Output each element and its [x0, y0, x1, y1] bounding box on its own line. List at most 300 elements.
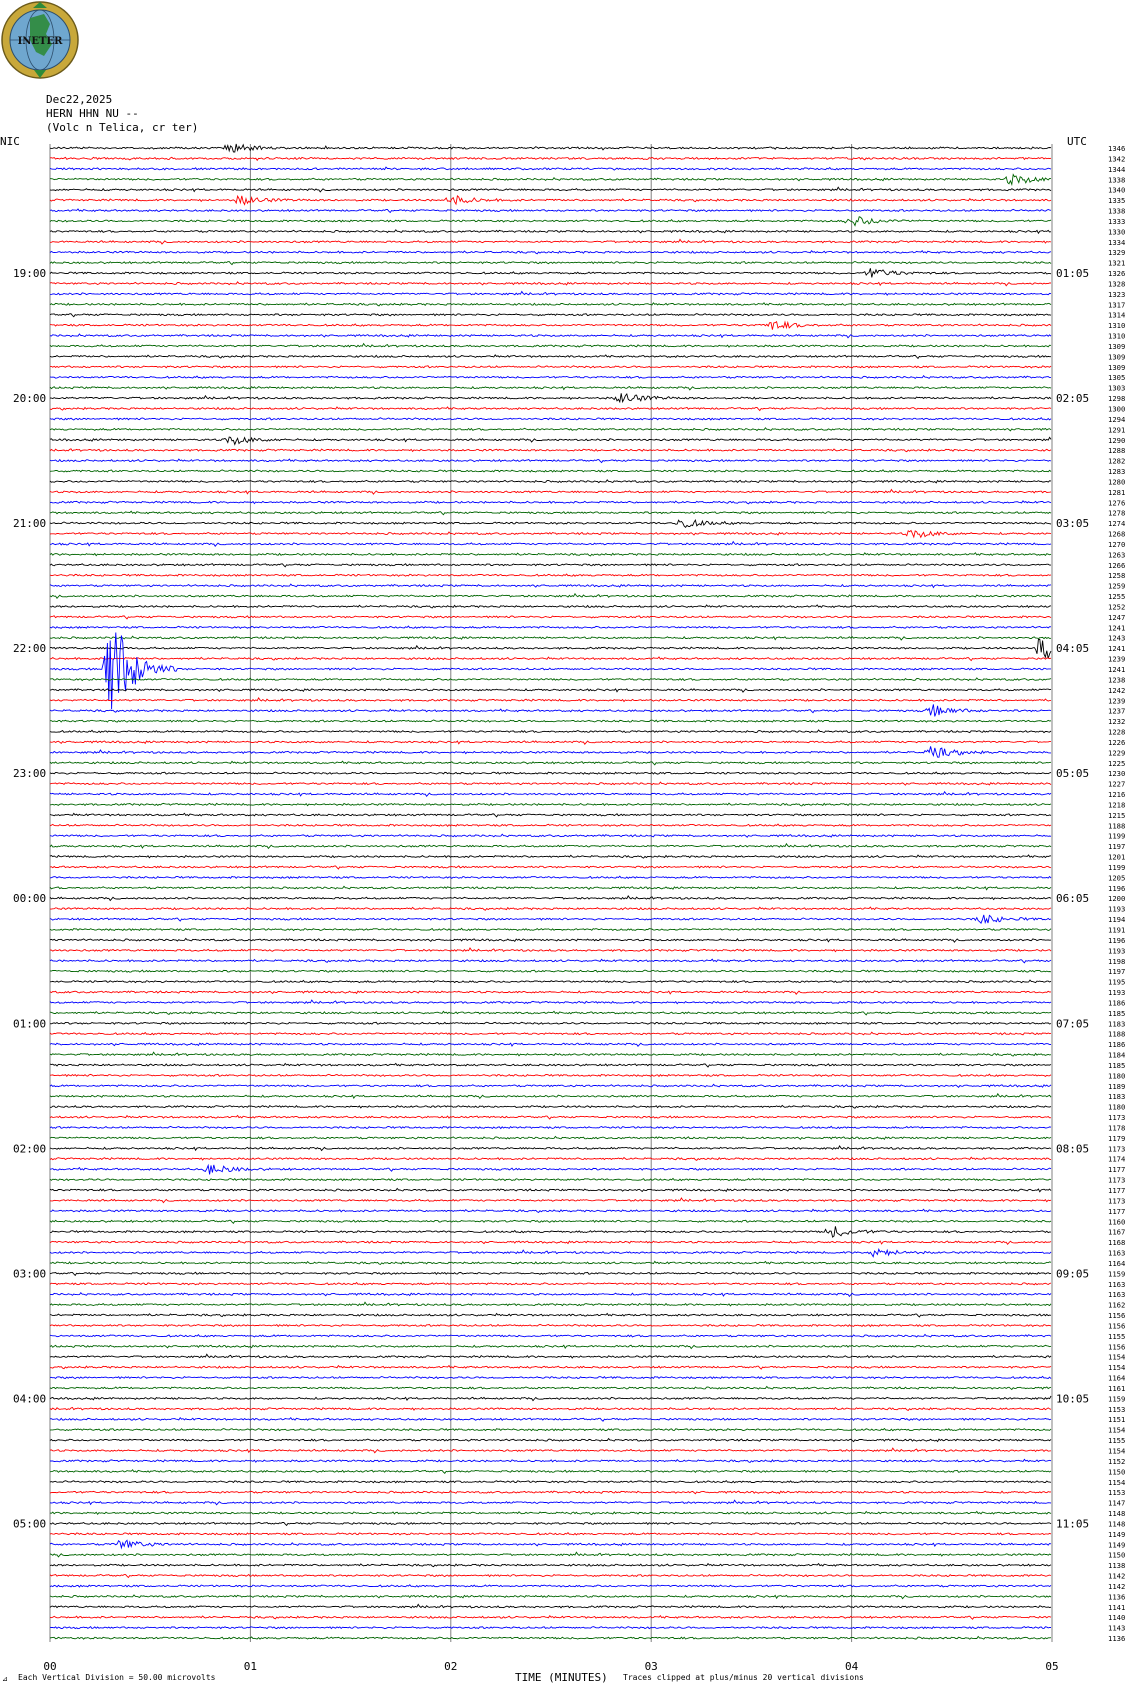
- trace-line: [50, 196, 1051, 205]
- trace-level-label: 1290: [1108, 435, 1126, 445]
- trace-line: [50, 1354, 1051, 1358]
- x-tick-label: 05: [1045, 1660, 1059, 1673]
- trace-line: [50, 792, 1051, 797]
- right-hour-label: 05:05: [1056, 767, 1090, 781]
- trace-line: [50, 1585, 1051, 1587]
- trace-level-label: 1298: [1108, 394, 1126, 404]
- trace-line: [50, 1491, 1051, 1494]
- trace-level-label: 1201: [1108, 852, 1126, 862]
- trace-line: [50, 1249, 1051, 1256]
- trace-level-label: 1173: [1108, 1175, 1126, 1185]
- trace-line: [50, 741, 1051, 744]
- right-hour-label: 01:05: [1056, 267, 1090, 281]
- trace-line: [50, 1334, 1051, 1337]
- trace-level-label: 1281: [1108, 487, 1126, 497]
- trace-line: [50, 334, 1051, 338]
- trace-line: [50, 1637, 1051, 1640]
- trace-line: [50, 844, 1051, 849]
- trace-line: [50, 761, 1051, 765]
- trace-level-label: 1150: [1108, 1467, 1126, 1477]
- trace-line: [50, 633, 1051, 710]
- left-hour-label: 20:00: [13, 392, 47, 406]
- trace-line: [50, 437, 1051, 444]
- trace-line: [50, 1146, 1051, 1151]
- trace-level-label: 1188: [1108, 1029, 1126, 1039]
- trace-line: [50, 542, 1051, 547]
- x-tick-label: 02: [444, 1660, 458, 1673]
- trace-level-label: 1323: [1108, 289, 1126, 299]
- trace-level-label: 1138: [1108, 1561, 1126, 1571]
- trace-line: [50, 1470, 1051, 1474]
- left-hour-label: 03:00: [13, 1267, 47, 1281]
- trace-line: [50, 886, 1051, 889]
- trace-line: [50, 1407, 1051, 1410]
- trace-level-label: 1268: [1108, 529, 1126, 539]
- trace-line: [50, 157, 1051, 160]
- x-axis-label: TIME (MINUTES): [515, 1671, 608, 1684]
- trace-level-label: 1177: [1108, 1165, 1126, 1175]
- trace-level-label: 1255: [1108, 592, 1126, 602]
- left-hour-label: 05:00: [13, 1517, 47, 1531]
- left-hour-label: 00:00: [13, 892, 47, 906]
- trace-level-label: 1183: [1108, 1092, 1126, 1102]
- trace-line: [50, 1105, 1051, 1108]
- trace-line: [50, 782, 1051, 785]
- trace-line: [50, 928, 1051, 930]
- trace-line: [50, 1627, 1051, 1629]
- trace-line: [50, 553, 1051, 556]
- trace-level-label: 1159: [1108, 1269, 1126, 1279]
- trace-line: [50, 1293, 1051, 1297]
- trace-line: [50, 1459, 1051, 1462]
- trace-level-label: 1149: [1108, 1529, 1126, 1539]
- logo-text: INETER: [17, 36, 63, 47]
- trace-line: [50, 1366, 1051, 1370]
- trace-level-label: 1270: [1108, 539, 1126, 549]
- trace-line: [50, 1283, 1051, 1285]
- trace-level-label: 1197: [1108, 842, 1126, 852]
- trace-level-label: 1159: [1108, 1394, 1126, 1404]
- vertical-division-note: Each Vertical Division = 50.00 microvolts: [18, 1673, 216, 1682]
- trace-level-label: 1198: [1108, 956, 1126, 966]
- left-hour-label: 02:00: [13, 1142, 47, 1156]
- trace-level-label: 1153: [1108, 1488, 1126, 1498]
- trace-line: [50, 1226, 1051, 1237]
- trace-level-label: 1241: [1108, 644, 1126, 654]
- trace-line: [50, 605, 1051, 608]
- trace-line: [50, 1387, 1051, 1390]
- right-hour-label: 11:05: [1056, 1517, 1090, 1531]
- trace-line: [50, 834, 1051, 837]
- trace-line: [50, 1084, 1051, 1087]
- trace-level-label: 1163: [1108, 1248, 1126, 1258]
- trace-level-label: 1191: [1108, 925, 1126, 935]
- trace-line: [50, 282, 1051, 286]
- right-hour-label: 10:05: [1056, 1392, 1090, 1406]
- trace-level-label: 1230: [1108, 769, 1126, 779]
- trace-level-label: 1326: [1108, 269, 1126, 279]
- trace-line: [50, 1094, 1051, 1099]
- trace-level-label: 1288: [1108, 446, 1126, 456]
- x-tick-label: 01: [243, 1660, 258, 1673]
- trace-line: [50, 824, 1051, 826]
- trace-line: [50, 1136, 1051, 1139]
- trace-line: [50, 459, 1051, 463]
- trace-level-label: 1247: [1108, 612, 1126, 622]
- trace-line: [50, 407, 1051, 411]
- trace-line: [50, 1157, 1051, 1160]
- trace-line: [50, 772, 1051, 774]
- trace-line: [50, 1500, 1051, 1505]
- trace-level-label: 1180: [1108, 1102, 1126, 1112]
- trace-line: [50, 813, 1051, 817]
- trace-line: [50, 746, 1051, 757]
- trace-level-label: 1252: [1108, 602, 1126, 612]
- trace-level-label: 1179: [1108, 1133, 1126, 1143]
- trace-line: [50, 1165, 1051, 1175]
- trace-level-label: 1149: [1108, 1540, 1126, 1550]
- clip-note: Traces clipped at plus/minus 20 vertical divisions: [623, 1673, 864, 1682]
- trace-line: [50, 689, 1051, 692]
- trace-level-label: 1148: [1108, 1519, 1126, 1529]
- trace-level-label: 1259: [1108, 581, 1126, 591]
- trace-line: [50, 574, 1051, 576]
- scale-icon: ⊿: [2, 1675, 8, 1683]
- trace-line: [50, 1302, 1051, 1306]
- trace-level-label: 1167: [1108, 1227, 1126, 1237]
- trace-line: [50, 698, 1051, 702]
- trace-line: [50, 1178, 1051, 1180]
- trace-level-label: 1148: [1108, 1509, 1126, 1519]
- trace-level-label: 1294: [1108, 414, 1126, 424]
- trace-level-label: 1193: [1108, 946, 1126, 956]
- trace-line: [50, 322, 1051, 330]
- trace-line: [50, 314, 1051, 317]
- trace-level-label: 1168: [1108, 1238, 1126, 1248]
- trace-level-label: 1218: [1108, 800, 1126, 810]
- trace-line: [50, 704, 1051, 716]
- trace-line: [50, 239, 1051, 244]
- trace-line: [50, 991, 1051, 994]
- trace-line: [50, 1345, 1051, 1348]
- trace-level-label: 1185: [1108, 1008, 1126, 1018]
- trace-level-label: 1141: [1108, 1602, 1126, 1612]
- trace-line: [50, 1533, 1051, 1535]
- trace-line: [50, 344, 1051, 348]
- right-hour-label: 06:05: [1056, 892, 1090, 906]
- trace-line: [50, 855, 1051, 858]
- trace-level-label: 1228: [1108, 727, 1126, 737]
- trace-level-label: 1164: [1108, 1258, 1126, 1268]
- trace-level-label: 1346: [1108, 144, 1126, 153]
- trace-level-label: 1243: [1108, 633, 1126, 643]
- trace-level-label: 1278: [1108, 508, 1126, 518]
- trace-level-label: 1151: [1108, 1415, 1126, 1425]
- trace-line: [50, 1241, 1051, 1245]
- trace-line: [50, 187, 1051, 192]
- trace-level-label: 1189: [1108, 1081, 1126, 1091]
- trace-level-label: 1333: [1108, 216, 1126, 226]
- trace-level-label: 1309: [1108, 362, 1126, 372]
- trace-level-label: 1225: [1108, 758, 1126, 768]
- trace-line: [50, 896, 1051, 901]
- traces: [50, 144, 1125, 1643]
- trace-line: [50, 1522, 1051, 1525]
- trace-level-label: 1199: [1108, 831, 1126, 841]
- trace-level-label: 1194: [1108, 915, 1126, 925]
- trace-level-label: 1216: [1108, 790, 1126, 800]
- trace-level-label: 1163: [1108, 1279, 1126, 1289]
- trace-line: [50, 490, 1051, 495]
- trace-line: [50, 1616, 1051, 1620]
- trace-level-label: 1136: [1108, 1592, 1126, 1602]
- trace-level-label: 1314: [1108, 310, 1126, 320]
- trace-level-label: 1195: [1108, 977, 1126, 987]
- trace-line: [50, 167, 1051, 170]
- trace-line: [50, 657, 1051, 661]
- trace-line: [50, 144, 1051, 152]
- trace-line: [50, 1011, 1051, 1015]
- trace-line: [50, 866, 1051, 869]
- trace-line: [50, 1512, 1051, 1515]
- trace-line: [50, 584, 1051, 587]
- trace-level-label: 1150: [1108, 1550, 1126, 1560]
- trace-level-label: 1177: [1108, 1206, 1126, 1216]
- trace-line: [50, 387, 1051, 390]
- trace-level-label: 1188: [1108, 821, 1126, 831]
- trace-level-label: 1229: [1108, 748, 1126, 758]
- trace-line: [50, 251, 1051, 254]
- trace-line: [50, 1418, 1051, 1422]
- left-hour-label: 04:00: [13, 1392, 47, 1406]
- trace-level-label: 1241: [1108, 623, 1126, 633]
- trace-line: [50, 501, 1051, 504]
- trace-level-label: 1321: [1108, 258, 1126, 268]
- right-zone-label: UTC: [1067, 135, 1087, 148]
- trace-level-label: 1237: [1108, 706, 1126, 716]
- left-hour-label: 19:00: [13, 267, 47, 281]
- trace-level-label: 1136: [1108, 1634, 1126, 1644]
- trace-line: [50, 1022, 1051, 1024]
- trace-line: [50, 292, 1051, 296]
- trace-line: [50, 393, 1051, 402]
- trace-level-label: 1142: [1108, 1581, 1126, 1591]
- trace-level-label: 1142: [1108, 1571, 1126, 1581]
- trace-line: [50, 730, 1051, 733]
- left-hour-label: 21:00: [13, 517, 47, 531]
- trace-line: [50, 1126, 1051, 1128]
- trace-level-label: 1156: [1108, 1342, 1126, 1352]
- trace-line: [50, 175, 1051, 185]
- trace-level-label: 1338: [1108, 175, 1126, 185]
- trace-level-label: 1239: [1108, 654, 1126, 664]
- trace-level-label: 1344: [1108, 164, 1126, 174]
- trace-line: [50, 1324, 1051, 1326]
- trace-line: [50, 915, 1051, 923]
- trace-level-label: 1161: [1108, 1383, 1126, 1393]
- trace-line: [50, 594, 1051, 599]
- trace-level-label: 1227: [1108, 779, 1126, 789]
- trace-level-label: 1283: [1108, 467, 1126, 477]
- trace-level-label: 1154: [1108, 1477, 1126, 1487]
- trace-level-label: 1258: [1108, 571, 1126, 581]
- trace-line: [50, 1209, 1051, 1212]
- x-tick-label: 03: [644, 1660, 658, 1673]
- trace-level-label: 1205: [1108, 873, 1126, 883]
- trace-level-label: 1239: [1108, 696, 1126, 706]
- trace-line: [50, 1604, 1051, 1608]
- trace-line: [50, 959, 1051, 963]
- trace-line: [50, 1314, 1051, 1318]
- trace-line: [50, 678, 1051, 681]
- trace-line: [50, 1439, 1051, 1442]
- trace-level-label: 1310: [1108, 321, 1126, 331]
- trace-line: [50, 1552, 1051, 1557]
- trace-line: [50, 1272, 1051, 1275]
- trace-line: [50, 1540, 1051, 1548]
- left-hour-label: 23:00: [13, 767, 47, 781]
- trace-level-label: 1184: [1108, 1050, 1126, 1060]
- trace-line: [50, 480, 1051, 483]
- trace-level-label: 1200: [1108, 894, 1126, 904]
- trace-line: [50, 418, 1051, 420]
- trace-level-label: 1173: [1108, 1196, 1126, 1206]
- trace-line: [50, 1052, 1051, 1056]
- trace-level-label: 1232: [1108, 717, 1126, 727]
- trace-level-label: 1266: [1108, 560, 1126, 570]
- right-hour-label: 09:05: [1056, 1267, 1090, 1281]
- x-tick-label: 00: [43, 1660, 57, 1673]
- trace-level-label: 1330: [1108, 227, 1126, 237]
- trace-level-label: 1334: [1108, 237, 1126, 247]
- trace-level-label: 1178: [1108, 1123, 1126, 1133]
- trace-line: [50, 355, 1051, 359]
- trace-level-label: 1155: [1108, 1331, 1126, 1341]
- trace-line: [50, 876, 1051, 878]
- trace-level-label: 1238: [1108, 675, 1126, 685]
- trace-level-label: 1193: [1108, 904, 1126, 914]
- trace-level-label: 1156: [1108, 1321, 1126, 1331]
- trace-line: [50, 626, 1051, 628]
- trace-line: [50, 520, 1051, 527]
- trace-level-label: 1305: [1108, 373, 1126, 383]
- trace-line: [50, 1595, 1051, 1599]
- trace-level-label: 1173: [1108, 1144, 1126, 1154]
- trace-level-label: 1154: [1108, 1446, 1126, 1456]
- left-hour-label: 01:00: [13, 1017, 47, 1031]
- trace-level-label: 1155: [1108, 1436, 1126, 1446]
- trace-level-label: 1154: [1108, 1425, 1126, 1435]
- trace-level-label: 1263: [1108, 550, 1126, 560]
- trace-level-label: 1154: [1108, 1363, 1126, 1373]
- trace-level-label: 1140: [1108, 1613, 1126, 1623]
- minute-grid: [50, 144, 1052, 1642]
- trace-line: [50, 470, 1051, 472]
- trace-level-label: 1162: [1108, 1300, 1126, 1310]
- trace-level-label: 1309: [1108, 352, 1126, 362]
- trace-level-label: 1274: [1108, 519, 1126, 529]
- header-station: HERN HHN NU --: [46, 107, 139, 120]
- trace-level-label: 1300: [1108, 404, 1126, 414]
- trace-level-label: 1163: [1108, 1290, 1126, 1300]
- trace-line: [50, 1189, 1051, 1192]
- trace-line: [50, 564, 1051, 567]
- right-hour-label: 04:05: [1056, 642, 1090, 656]
- trace-level-label: 1310: [1108, 331, 1126, 341]
- trace-line: [50, 303, 1051, 306]
- trace-line: [50, 1575, 1051, 1578]
- trace-line: [50, 948, 1051, 952]
- trace-line: [50, 639, 1051, 658]
- trace-line: [50, 230, 1051, 233]
- trace-level-label: 1335: [1108, 196, 1126, 206]
- trace-level-label: 1303: [1108, 383, 1126, 393]
- trace-level-label: 1147: [1108, 1498, 1126, 1508]
- left-zone-label: NIC: [0, 135, 20, 148]
- trace-line: [50, 970, 1051, 972]
- trace-line: [50, 428, 1051, 431]
- trace-level-label: 1342: [1108, 154, 1126, 164]
- trace-line: [50, 1448, 1051, 1453]
- trace-level-label: 1174: [1108, 1154, 1126, 1164]
- right-hour-label: 08:05: [1056, 1142, 1090, 1156]
- right-hour-label: 02:05: [1056, 392, 1090, 406]
- trace-line: [50, 1396, 1051, 1401]
- trace-line: [50, 268, 1051, 277]
- trace-line: [50, 511, 1051, 515]
- trace-level-label: 1276: [1108, 498, 1126, 508]
- trace-level-label: 1186: [1108, 998, 1126, 1008]
- trace-line: [50, 980, 1051, 983]
- trace-level-label: 1328: [1108, 279, 1126, 289]
- trace-line: [50, 376, 1051, 379]
- trace-line: [50, 1564, 1051, 1567]
- trace-line: [50, 907, 1051, 910]
- trace-level-label: 1282: [1108, 456, 1126, 466]
- trace-level-label: 1241: [1108, 665, 1126, 674]
- trace-level-label: 1291: [1108, 425, 1126, 435]
- trace-level-label: 1340: [1108, 185, 1126, 195]
- trace-level-label: 1186: [1108, 1040, 1126, 1050]
- trace-level-label: 1153: [1108, 1404, 1126, 1414]
- left-hour-label: 22:00: [13, 642, 47, 656]
- trace-line: [50, 616, 1051, 619]
- trace-level-label: 1197: [1108, 967, 1126, 977]
- trace-level-label: 1177: [1108, 1186, 1126, 1195]
- trace-line: [50, 1220, 1051, 1223]
- trace-line: [50, 1032, 1051, 1035]
- trace-line: [50, 449, 1051, 452]
- right-hour-label: 03:05: [1056, 517, 1090, 531]
- header-date: Dec22,2025: [46, 93, 113, 106]
- trace-level-label: 1185: [1108, 1060, 1126, 1070]
- trace-level-label: 1226: [1108, 737, 1126, 747]
- trace-line: [50, 1043, 1051, 1046]
- trace-line: [50, 1000, 1051, 1004]
- trace-level-label: 1329: [1108, 248, 1126, 258]
- trace-level-label: 1160: [1108, 1217, 1126, 1227]
- x-tick-label: 04: [844, 1660, 859, 1673]
- trace-line: [50, 1074, 1051, 1076]
- trace-line: [50, 209, 1051, 213]
- trace-level-label: 1156: [1108, 1311, 1126, 1321]
- trace-level-label: 1193: [1108, 988, 1126, 998]
- trace-line: [50, 720, 1051, 722]
- trace-line: [50, 1481, 1051, 1483]
- trace-line: [50, 217, 1051, 226]
- trace-line: [50, 1376, 1051, 1378]
- trace-level-label: 1215: [1108, 810, 1126, 820]
